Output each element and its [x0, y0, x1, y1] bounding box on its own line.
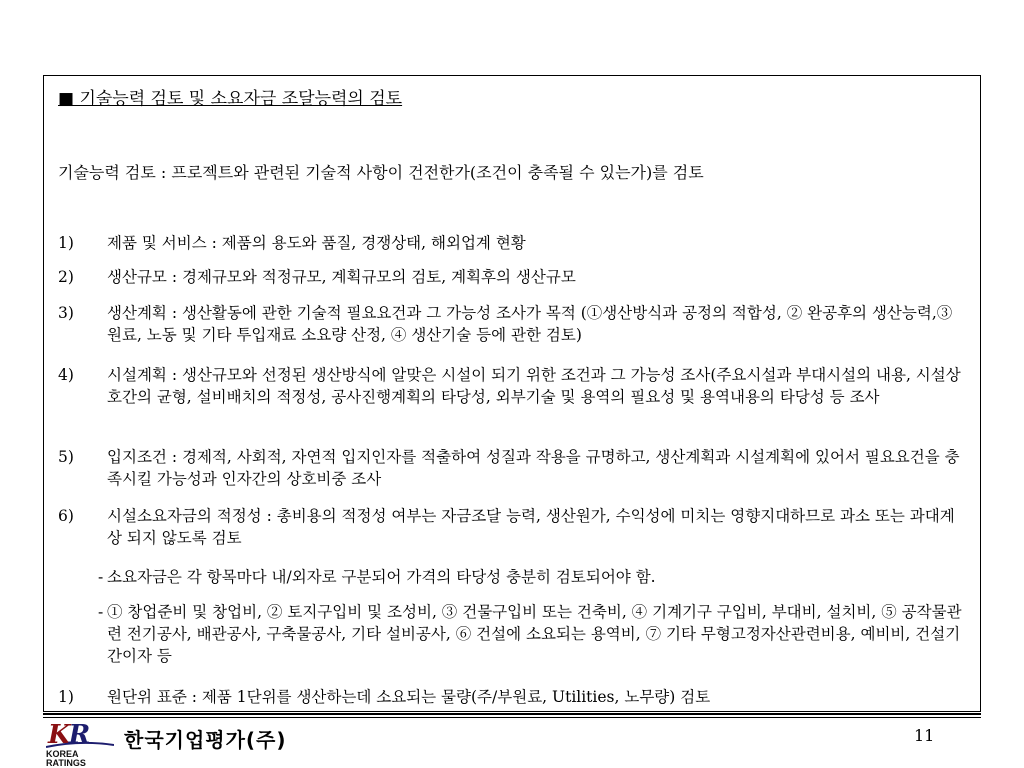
item-text: 시설소요자금의 적정성 : 총비용의 적정성 여부는 자금조달 능력, 생산원가, 수익성에 미치는 영향지대하므로 과소 또는 과대계상 되지 않도록 검토: [107, 507, 955, 547]
logo-line-ratings: RATINGS: [46, 758, 86, 768]
list-item: [58, 232, 968, 254]
item-number: 1): [58, 234, 74, 252]
sub-item-text: 소요자금은 각 항목마다 내/외자로 구분되어 가격의 타당성 충분히 검토되어야 함.: [107, 568, 656, 586]
logo-line-korea: KOREA: [46, 749, 79, 759]
logo-kr-mark: KR: [48, 720, 89, 750]
footer-divider: [43, 713, 981, 715]
list-item: [58, 505, 968, 549]
sub-item-dash: -: [98, 568, 104, 586]
list-item: [58, 446, 968, 490]
list-item: [58, 302, 968, 346]
footer-divider-thin: [43, 717, 981, 718]
item-number: 6): [58, 507, 74, 525]
item-text: 생산규모 : 경제규모와 적정규모, 계획규모의 검토, 계획후의 생산규모: [107, 268, 576, 286]
item-text: 제품 및 서비스 : 제품의 용도와 품질, 경쟁상태, 해외업계 현황: [107, 234, 526, 252]
item-number: 4): [58, 366, 74, 384]
section-heading: ■ 기술능력 검토 및 소요자금 조달능력의 검토: [58, 89, 403, 109]
sub-list-item: [98, 601, 968, 667]
intro-text: 기술능력 검토 : 프로젝트와 관련된 기술적 사항이 건전한가(조건이 충족될 수 있는가)를 검토: [58, 163, 704, 182]
item-text: 시설계획 : 생산규모와 선정된 생산방식에 알맞은 시설이 되기 위한 조건과 그 가능성 조사(주요시설과 부대시설의 내용, 시설상호간의 균형, 설비배치의 적정성, 공사진행계획의 타당성, 외부기술 및 용역의 필요성 및 용역내용의 타당성 등 조사: [107, 366, 961, 406]
item-number: 1): [58, 688, 74, 706]
list-item: [58, 686, 968, 708]
item-number: 5): [58, 448, 74, 466]
item-number: 3): [58, 304, 74, 322]
company-name: 한국기업평가(주): [124, 728, 287, 752]
sub-list-item: [98, 566, 968, 588]
list-item: [58, 364, 968, 408]
item-text: 생산계획 : 생산활동에 관한 기술적 필요요건과 그 가능성 조사가 목적 (①생산방식과 공정의 적합성, ② 완공후의 생산능력,③ 원료, 노동 및 기타 투입재료 소요량 산정, ④ 생산기술 등에 관한 검토): [107, 304, 953, 344]
korea-ratings-logo: [46, 722, 116, 766]
page-number: 11: [914, 726, 935, 745]
sub-item-text: ① 창업준비 및 창업비, ② 토지구입비 및 조성비, ③ 건물구입비 또는 건축비, ④ 기계기구 구입비, 부대비, 설치비, ⑤ 공작물관련 전기공사, 배관공사, 구축물공사, 기타 설비공사, ⑥ 건설에 소요되는 용역비, ⑦ 기타 무형고정자산관련비용, 예비비, 건설기간이자 등: [107, 603, 962, 665]
sub-item-dash: -: [98, 603, 104, 621]
item-text: 입지조건 : 경제적, 사회적, 자연적 입지인자를 적출하여 성질과 작용을 규명하고, 생산계획과 시설계획에 있어서 필요요건을 충족시킬 가능성과 인자간의 상호비중 조사: [107, 448, 960, 488]
item-text: 원단위 표준 : 제품 1단위를 생산하는데 소요되는 물량(주/부원료, Utilities, 노무량) 검토: [107, 688, 711, 706]
list-item: [58, 266, 968, 288]
logo-swoosh-icon: [46, 742, 114, 748]
item-number: 2): [58, 268, 74, 286]
